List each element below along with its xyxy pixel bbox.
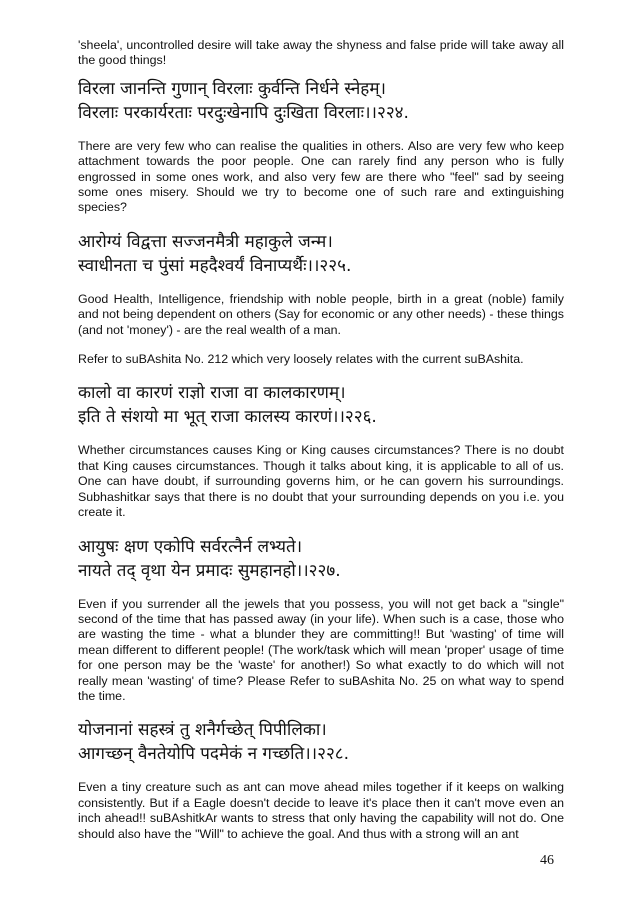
paragraph-intro: 'sheela', uncontrolled desire will take away the shyness and false pride will take away all the good things!: [78, 38, 564, 68]
verse-line: योजनानां सहस्त्रं तु शनैर्गच्छेत् पिपीलिका।: [78, 720, 327, 741]
verse-224: [78, 77, 564, 125]
verse-line: इति ते संशयो मा भूत् राजा कालस्य कारणं।।२२६.: [78, 407, 377, 428]
verse-line: आयुषः क्षण एकोपि सर्वरत्नैर्न लभ्यते।: [78, 536, 303, 557]
verse-line: आगच्छन् वैनतेयोपि पदमेकं न गच्छति।।२२८.: [78, 744, 350, 765]
verse-line: आरोग्यं विद्वत्ता सज्जनमैत्री महाकुले जन्म।: [78, 231, 333, 252]
page-number: 46: [540, 853, 554, 868]
verse-line: विरलाः परकार्यरताः परदुःखेनापि दुःखिता विरलाः।।२२४.: [78, 102, 409, 123]
verse-line: विरला जानन्ति गुणान् विरलाः कुर्वन्ति निर्धने स्नेहम्।: [78, 78, 386, 99]
paragraph-reference-212: Refer to suBAshita No. 212 which very loosely relates with the current suBAshita.: [78, 352, 524, 367]
paragraph-explanation-227: Even if you surrender all the jewels that you possess, you will not get back a "single" second of the time that has passed away (in your life). When such is a case, those who are wasting the time - what a blunder they are committing!! But 'wasting' of time will mean different to different people! (The work/task which will mean 'proper' usage of time for one person may be the 'waste' for another!) So what exactly to do which will not really mean 'wasting' of time? Please Refer to suBAshita No. 25 on what way to spend the time.: [78, 596, 564, 703]
document-page: [78, 38, 564, 842]
verse-225: [78, 230, 564, 278]
verse-line: कालो वा कारणं राज्ञो राजा वा कालकारणम्।: [78, 383, 346, 404]
verse-227: [78, 535, 564, 583]
paragraph-explanation-224: There are very few who can realise the qualities in others. Also are very few who keep attachment towards the poor people. One can rarely find any person who is fully engrossed in some ones work, and also very few are there who "feel" sad by seeing some ones misery. Should we try to become one of such rare and extinguishing species?: [78, 138, 564, 215]
verse-line: स्वाधीनता च पुंसां महदैश्वर्यं विनाप्यर्थैः।।२२५.: [78, 255, 352, 276]
paragraph-explanation-228: Even a tiny creature such as ant can move ahead miles together if it keeps on walking consistently. But if a Eagle doesn't decide to leave it's place then it can't move even an inch ahead!! suBAshitkAr wants to stress that only having the capability will not do. One should also have the "Will" to achieve the goal. And thus with a strong will an ant: [78, 780, 564, 841]
verse-228: [78, 718, 564, 766]
paragraph-explanation-225: Good Health, Intelligence, friendship with noble people, birth in a great (noble) family and not being dependent on others (Say for economic or any other needs) - these things (and not 'money') - are the real wealth of a man.: [78, 291, 564, 337]
verse-226: [78, 381, 564, 429]
paragraph-explanation-226: Whether circumstances causes King or King causes circumstances? There is no doubt that King causes circumstances. Though it talks about king, it is applicable to all of us. One can have doubt, if surrounding governs him, or he can govern his surroundings. Subhashitkar says that there is no doubt that your surrounding depends on you i.e. you create it.: [78, 443, 564, 520]
verse-line: नायते तद् वृथा येन प्रमादः सुमहानहो।।२२७.: [78, 560, 341, 581]
